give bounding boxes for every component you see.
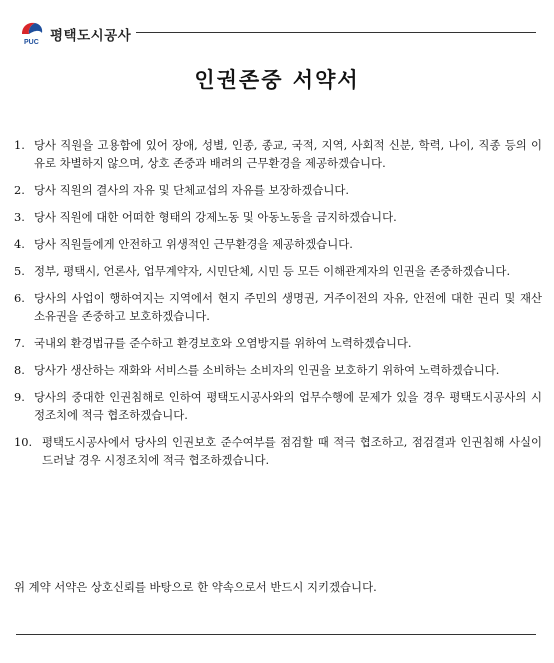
pledge-item [14, 433, 542, 469]
item-text: 당사 직원의 결사의 자유 및 단체교섭의 자유를 보장하겠습니다. [34, 183, 350, 197]
item-text: 정부, 평택시, 언론사, 업무계약자, 시민단체, 시민 등 모든 이해관계자의 인권을 존중하겠습니다. [34, 264, 511, 278]
document-title: 인권존중 서약서 [194, 67, 360, 92]
pledge-item [14, 388, 542, 424]
pledge-item [14, 136, 542, 172]
item-text: 당사가 생산하는 재화와 서비스를 소비하는 소비자의 인권을 보호하기 위하여 노력하겠습니다. [34, 363, 500, 377]
pledge-item [14, 334, 542, 352]
closing-statement: 위 계약 서약은 상호신뢰를 바탕으로 한 약속으로서 반드시 지키겠습니다. [14, 580, 377, 594]
item-text: 당사의 사업이 행하여지는 지역에서 현지 주민의 생명권, 거주이전의 자유, 안전에 대한 권리 및 재산 소유권을 존중하고 보호하겠습니다. [34, 291, 542, 323]
pledge-item [14, 289, 542, 325]
document-header [18, 20, 536, 50]
item-text: 국내외 환경법규를 준수하고 환경보호와 오염방지를 위하여 노력하겠습니다. [34, 336, 412, 350]
item-number: 3. [14, 210, 25, 224]
item-number: 1. [14, 138, 25, 152]
item-text: 당사 직원을 고용함에 있어 장애, 성별, 인종, 종교, 국적, 지역, 사회적 신분, 학력, 나이, 직종 등의 이유로 차별하지 않으며, 상호 존중과 배려의 근무환경을 제공하겠습니다. [34, 138, 542, 170]
item-number: 6. [14, 291, 25, 305]
item-text: 당사의 중대한 인권침해로 인하여 평택도시공사와의 업무수행에 문제가 있을 경우 평택도시공사의 시정조치에 적극 협조하겠습니다. [34, 390, 542, 422]
item-number: 10. [14, 435, 33, 449]
org-name: 평택도시공사 [50, 28, 132, 44]
item-number: 8. [14, 363, 25, 377]
puc-logo-icon [18, 20, 48, 46]
item-text: 평택도시공사에서 당사의 인권보호 준수여부를 점검할 때 적극 협조하고, 점검결과 인권침해 사실이 드러날 경우 시정조치에 적극 협조하겠습니다. [42, 435, 542, 467]
footer-divider [16, 634, 536, 635]
item-number: 2. [14, 183, 25, 197]
pledge-item [14, 361, 542, 379]
pledge-list [14, 136, 542, 478]
item-number: 4. [14, 237, 25, 251]
pledge-item [14, 208, 542, 226]
item-text: 당사 직원들에게 안전하고 위생적인 근무환경을 제공하겠습니다. [34, 237, 353, 251]
pledge-item [14, 262, 542, 280]
item-text: 당사 직원에 대한 어떠한 형태의 강제노동 및 아동노동을 금지하겠습니다. [34, 210, 397, 224]
item-number: 9. [14, 390, 25, 404]
pledge-item [14, 235, 542, 253]
item-number: 7. [14, 336, 25, 350]
logo-text: PUC [24, 39, 39, 46]
item-number: 5. [14, 264, 25, 278]
pledge-item [14, 181, 542, 199]
header-divider [136, 32, 536, 33]
